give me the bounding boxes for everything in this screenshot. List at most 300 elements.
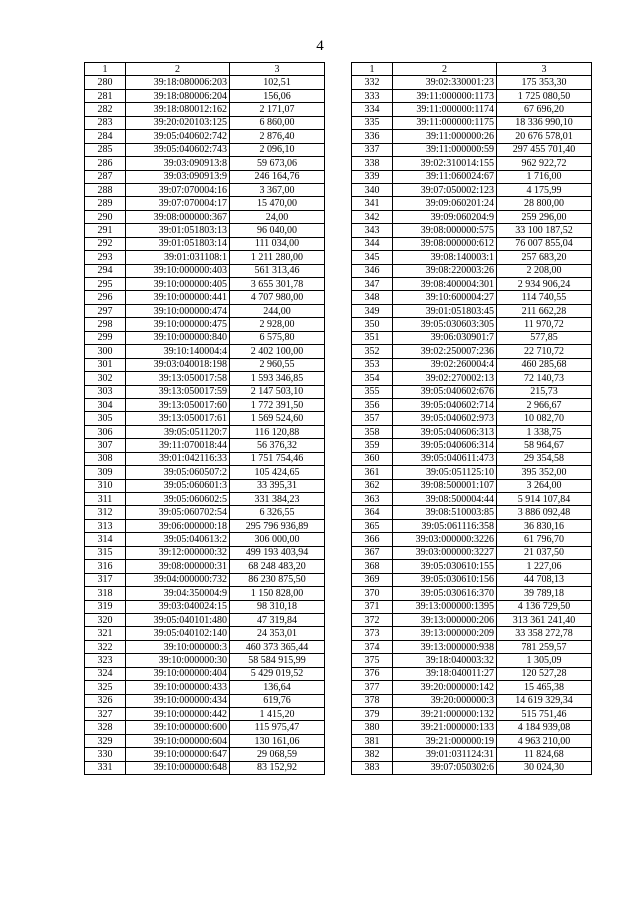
table-row <box>352 493 592 506</box>
value: 211 662,28 <box>497 304 592 317</box>
table-row <box>352 667 592 680</box>
cadastral-number: 39:13:000000:206 <box>393 613 497 626</box>
cadastral-number: 39:11:000000:59 <box>393 143 497 156</box>
value: 1 305,09 <box>497 654 592 667</box>
table-row <box>85 708 325 721</box>
row-number: 347 <box>352 278 393 291</box>
row-number: 362 <box>352 479 393 492</box>
table-row <box>85 519 325 532</box>
row-number: 312 <box>85 506 126 519</box>
table-row <box>85 560 325 573</box>
row-number: 350 <box>352 318 393 331</box>
value: 20 676 578,01 <box>497 130 592 143</box>
value: 4 184 939,08 <box>497 721 592 734</box>
table-row <box>352 143 592 156</box>
table-row <box>352 358 592 371</box>
value: 67 696,20 <box>497 103 592 116</box>
value: 2 966,67 <box>497 398 592 411</box>
value: 1 569 524,60 <box>230 412 325 425</box>
cadastral-number: 39:05:060602:5 <box>126 493 230 506</box>
table-row <box>352 224 592 237</box>
row-number: 360 <box>352 452 393 465</box>
value: 15 470,00 <box>230 197 325 210</box>
cadastral-number: 39:05:060601:3 <box>126 479 230 492</box>
cadastral-number: 39:02:250007:236 <box>393 345 497 358</box>
row-number: 348 <box>352 291 393 304</box>
table-row <box>85 143 325 156</box>
cadastral-number: 39:08:000000:612 <box>393 237 497 250</box>
table-row <box>85 103 325 116</box>
value: 215,73 <box>497 385 592 398</box>
table-row <box>352 466 592 479</box>
row-number: 366 <box>352 533 393 546</box>
table-row <box>85 76 325 89</box>
cadastral-number: 39:05:040611:473 <box>393 452 497 465</box>
row-number: 363 <box>352 493 393 506</box>
table-row <box>85 694 325 707</box>
row-number: 285 <box>85 143 126 156</box>
value: 2 876,40 <box>230 130 325 143</box>
row-number: 378 <box>352 694 393 707</box>
cadastral-number: 39:03:040018:198 <box>126 358 230 371</box>
row-number: 380 <box>352 721 393 734</box>
value: 96 040,00 <box>230 224 325 237</box>
value: 2 960,55 <box>230 358 325 371</box>
row-number: 359 <box>352 439 393 452</box>
table-row <box>85 197 325 210</box>
value: 1 415,20 <box>230 708 325 721</box>
row-number: 383 <box>352 761 393 774</box>
cadastral-number: 39:10:000000:3 <box>126 640 230 653</box>
row-number: 303 <box>85 385 126 398</box>
table-row <box>352 748 592 761</box>
cadastral-number: 39:05:040606:313 <box>393 425 497 438</box>
cadastral-number: 39:08:220003:26 <box>393 264 497 277</box>
value: 515 751,46 <box>497 708 592 721</box>
row-number: 301 <box>85 358 126 371</box>
cadastral-number: 39:11:070018:44 <box>126 439 230 452</box>
cadastral-number: 39:10:000000:403 <box>126 264 230 277</box>
row-number: 329 <box>85 734 126 747</box>
table-row <box>85 304 325 317</box>
table-row <box>85 681 325 694</box>
cadastral-number: 39:18:080006:204 <box>126 89 230 102</box>
value: 47 319,84 <box>230 613 325 626</box>
value: 28 800,00 <box>497 197 592 210</box>
row-number: 358 <box>352 425 393 438</box>
value: 2 402 100,00 <box>230 345 325 358</box>
value: 116 120,88 <box>230 425 325 438</box>
value: 1 751 754,46 <box>230 452 325 465</box>
value: 56 376,32 <box>230 439 325 452</box>
cadastral-number: 39:05:040602:714 <box>393 398 497 411</box>
table-row <box>352 600 592 613</box>
value: 4 963 210,00 <box>497 734 592 747</box>
cadastral-number: 39:07:050002:123 <box>393 183 497 196</box>
value: 130 161,06 <box>230 734 325 747</box>
cadastral-number: 39:20:000000:3 <box>393 694 497 707</box>
table-row <box>352 506 592 519</box>
row-number: 323 <box>85 654 126 667</box>
value: 83 152,92 <box>230 761 325 774</box>
table-row <box>85 224 325 237</box>
value: 2 171,07 <box>230 103 325 116</box>
cadastral-number: 39:02:260004:4 <box>393 358 497 371</box>
value: 44 708,13 <box>497 573 592 586</box>
table-row <box>85 251 325 264</box>
cadastral-number: 39:13:050017:59 <box>126 385 230 398</box>
cadastral-number: 39:05:051125:10 <box>393 466 497 479</box>
cadastral-number: 39:10:000000:648 <box>126 761 230 774</box>
value: 15 465,38 <box>497 681 592 694</box>
cadastral-number: 39:11:060024:67 <box>393 170 497 183</box>
table-row <box>85 533 325 546</box>
row-number: 370 <box>352 587 393 600</box>
row-number: 372 <box>352 613 393 626</box>
cadastral-number: 39:13:000000:209 <box>393 627 497 640</box>
cadastral-number: 39:05:061116:358 <box>393 519 497 532</box>
value: 1 211 280,00 <box>230 251 325 264</box>
cadastral-number: 39:10:000000:647 <box>126 748 230 761</box>
row-number: 333 <box>352 89 393 102</box>
table-row <box>85 385 325 398</box>
row-number: 335 <box>352 116 393 129</box>
row-number: 322 <box>85 640 126 653</box>
value: 781 259,57 <box>497 640 592 653</box>
row-number: 339 <box>352 170 393 183</box>
table-row <box>352 291 592 304</box>
cadastral-number: 39:10:000000:474 <box>126 304 230 317</box>
cadastral-number: 39:03:000000:3227 <box>393 546 497 559</box>
table-row <box>352 681 592 694</box>
value: 313 361 241,40 <box>497 613 592 626</box>
cadastral-number: 39:08:510003:85 <box>393 506 497 519</box>
table-row <box>85 546 325 559</box>
cadastral-number: 39:21:000000:132 <box>393 708 497 721</box>
cadastral-number: 39:06:000000:18 <box>126 519 230 532</box>
cadastral-number: 39:08:140003:1 <box>393 251 497 264</box>
table-row <box>85 452 325 465</box>
row-number: 315 <box>85 546 126 559</box>
cadastral-number: 39:18:080006:203 <box>126 76 230 89</box>
cadastral-number: 39:08:000000:31 <box>126 560 230 573</box>
value: 1 725 080,50 <box>497 89 592 102</box>
row-number: 283 <box>85 116 126 129</box>
cadastral-number: 39:03:000000:3226 <box>393 533 497 546</box>
cadastral-number: 39:05:040613:2 <box>126 533 230 546</box>
value: 395 352,00 <box>497 466 592 479</box>
table-row <box>85 264 325 277</box>
cadastral-number: 39:05:030610:156 <box>393 573 497 586</box>
table-row <box>352 278 592 291</box>
value: 102,51 <box>230 76 325 89</box>
header-col-2: 2 <box>393 63 497 76</box>
header-col-2: 2 <box>126 63 230 76</box>
table-row <box>85 613 325 626</box>
value: 1 772 391,50 <box>230 398 325 411</box>
cadastral-number: 39:08:500001:107 <box>393 479 497 492</box>
table-row <box>85 358 325 371</box>
cadastral-number: 39:05:060507:2 <box>126 466 230 479</box>
table-row <box>85 761 325 774</box>
table-row <box>352 479 592 492</box>
row-number: 314 <box>85 533 126 546</box>
value: 460 373 365,44 <box>230 640 325 653</box>
row-number: 295 <box>85 278 126 291</box>
table-row <box>85 237 325 250</box>
cadastral-number: 39:05:030603:305 <box>393 318 497 331</box>
table-row <box>352 708 592 721</box>
row-number: 355 <box>352 385 393 398</box>
cadastral-number: 39:01:051803:45 <box>393 304 497 317</box>
row-number: 327 <box>85 708 126 721</box>
cadastral-number: 39:07:070004:16 <box>126 183 230 196</box>
cadastral-number: 39:05:060702:54 <box>126 506 230 519</box>
cadastral-number: 39:05:040606:314 <box>393 439 497 452</box>
row-number: 318 <box>85 587 126 600</box>
cadastral-number: 39:08:400004:301 <box>393 278 497 291</box>
row-number: 294 <box>85 264 126 277</box>
cadastral-number: 39:08:000000:367 <box>126 210 230 223</box>
cadastral-number: 39:21:000000:19 <box>393 734 497 747</box>
table-row <box>352 345 592 358</box>
table-row <box>85 654 325 667</box>
header-row <box>352 63 592 76</box>
table-row <box>352 237 592 250</box>
table-row <box>352 761 592 774</box>
row-number: 281 <box>85 89 126 102</box>
value: 111 034,00 <box>230 237 325 250</box>
table-row <box>85 627 325 640</box>
cadastral-number: 39:05:030610:155 <box>393 560 497 573</box>
value: 1 593 346,85 <box>230 372 325 385</box>
table-row <box>352 116 592 129</box>
table-row <box>85 331 325 344</box>
cadastral-number: 39:05:040602:676 <box>393 385 497 398</box>
table-row <box>85 587 325 600</box>
cadastral-number: 39:05:040602:742 <box>126 130 230 143</box>
table-row <box>352 519 592 532</box>
cadastral-number: 39:10:000000:442 <box>126 708 230 721</box>
value: 10 082,70 <box>497 412 592 425</box>
table-row <box>85 116 325 129</box>
value: 2 096,10 <box>230 143 325 156</box>
cadastral-number: 39:11:000000:26 <box>393 130 497 143</box>
registry-table-left <box>84 62 325 775</box>
table-row <box>352 264 592 277</box>
value: 1 338,75 <box>497 425 592 438</box>
cadastral-number: 39:20:020103:125 <box>126 116 230 129</box>
table-row <box>352 654 592 667</box>
value: 2 208,00 <box>497 264 592 277</box>
row-number: 338 <box>352 157 393 170</box>
table-row <box>85 372 325 385</box>
cadastral-number: 39:03:090913:9 <box>126 170 230 183</box>
cadastral-number: 39:02:330001:23 <box>393 76 497 89</box>
table-row <box>352 372 592 385</box>
row-number: 351 <box>352 331 393 344</box>
row-number: 320 <box>85 613 126 626</box>
table-row <box>352 210 592 223</box>
table-row <box>85 493 325 506</box>
row-number: 371 <box>352 600 393 613</box>
value: 306 000,00 <box>230 533 325 546</box>
row-number: 288 <box>85 183 126 196</box>
value: 1 716,00 <box>497 170 592 183</box>
header-col-3: 3 <box>230 63 325 76</box>
row-number: 346 <box>352 264 393 277</box>
value: 18 336 990,10 <box>497 116 592 129</box>
cadastral-number: 39:13:050017:58 <box>126 372 230 385</box>
row-number: 289 <box>85 197 126 210</box>
table-row <box>352 546 592 559</box>
value: 259 296,00 <box>497 210 592 223</box>
cadastral-number: 39:18:040003:32 <box>393 654 497 667</box>
table-row <box>352 425 592 438</box>
cadastral-number: 39:03:040024:15 <box>126 600 230 613</box>
table-row <box>352 385 592 398</box>
value: 11 824,68 <box>497 748 592 761</box>
value: 120 527,28 <box>497 667 592 680</box>
table-row <box>85 210 325 223</box>
cadastral-number: 39:01:031108:1 <box>126 251 230 264</box>
table-row <box>352 533 592 546</box>
value: 331 384,23 <box>230 493 325 506</box>
cadastral-number: 39:10:600004:27 <box>393 291 497 304</box>
row-number: 317 <box>85 573 126 586</box>
table-row <box>85 506 325 519</box>
table-row <box>85 398 325 411</box>
header-col-1: 1 <box>352 63 393 76</box>
value: 24,00 <box>230 210 325 223</box>
value: 962 922,72 <box>497 157 592 170</box>
value: 295 796 936,89 <box>230 519 325 532</box>
row-number: 330 <box>85 748 126 761</box>
value: 3 655 301,78 <box>230 278 325 291</box>
row-number: 308 <box>85 452 126 465</box>
header-col-1: 1 <box>85 63 126 76</box>
value: 11 970,72 <box>497 318 592 331</box>
row-number: 287 <box>85 170 126 183</box>
row-number: 373 <box>352 627 393 640</box>
row-number: 307 <box>85 439 126 452</box>
cadastral-number: 39:11:000000:1174 <box>393 103 497 116</box>
cadastral-number: 39:09:060201:24 <box>393 197 497 210</box>
row-number: 349 <box>352 304 393 317</box>
value: 86 230 875,50 <box>230 573 325 586</box>
table-row <box>85 318 325 331</box>
row-number: 290 <box>85 210 126 223</box>
table-row <box>85 466 325 479</box>
cadastral-number: 39:11:000000:1173 <box>393 89 497 102</box>
row-number: 324 <box>85 667 126 680</box>
table-row <box>352 412 592 425</box>
row-number: 298 <box>85 318 126 331</box>
row-number: 309 <box>85 466 126 479</box>
row-number: 376 <box>352 667 393 680</box>
row-number: 337 <box>352 143 393 156</box>
cadastral-number: 39:05:040102:140 <box>126 627 230 640</box>
row-number: 369 <box>352 573 393 586</box>
value: 33 100 187,52 <box>497 224 592 237</box>
row-number: 379 <box>352 708 393 721</box>
value: 39 789,18 <box>497 587 592 600</box>
value: 115 975,47 <box>230 721 325 734</box>
table-row <box>85 600 325 613</box>
value: 6 860,00 <box>230 116 325 129</box>
value: 68 248 483,20 <box>230 560 325 573</box>
cadastral-number: 39:01:042116:33 <box>126 452 230 465</box>
row-number: 296 <box>85 291 126 304</box>
cadastral-number: 39:05:040602:743 <box>126 143 230 156</box>
value: 29 068,59 <box>230 748 325 761</box>
row-number: 340 <box>352 183 393 196</box>
table-row <box>352 398 592 411</box>
cadastral-number: 39:08:500004:44 <box>393 493 497 506</box>
row-number: 365 <box>352 519 393 532</box>
registry-table-right <box>351 62 592 775</box>
cadastral-number: 39:01:031124:31 <box>393 748 497 761</box>
row-number: 284 <box>85 130 126 143</box>
cadastral-number: 39:10:000000:405 <box>126 278 230 291</box>
row-number: 313 <box>85 519 126 532</box>
cadastral-number: 39:10:000000:441 <box>126 291 230 304</box>
cadastral-number: 39:05:030616:370 <box>393 587 497 600</box>
cadastral-number: 39:05:040602:973 <box>393 412 497 425</box>
row-number: 310 <box>85 479 126 492</box>
table-row <box>352 627 592 640</box>
row-number: 316 <box>85 560 126 573</box>
cadastral-number: 39:10:140004:4 <box>126 345 230 358</box>
page-number: 4 <box>316 38 324 54</box>
row-number: 367 <box>352 546 393 559</box>
table-row <box>352 587 592 600</box>
cadastral-number: 39:10:000000:30 <box>126 654 230 667</box>
row-number: 357 <box>352 412 393 425</box>
table-row <box>352 694 592 707</box>
table-row <box>352 452 592 465</box>
value: 105 424,65 <box>230 466 325 479</box>
table-row <box>352 573 592 586</box>
row-number: 342 <box>352 210 393 223</box>
row-number: 319 <box>85 600 126 613</box>
row-number: 374 <box>352 640 393 653</box>
value: 72 140,73 <box>497 372 592 385</box>
cadastral-number: 39:10:000000:600 <box>126 721 230 734</box>
row-number: 328 <box>85 721 126 734</box>
table-row <box>85 89 325 102</box>
row-number: 326 <box>85 694 126 707</box>
cadastral-number: 39:20:000000:142 <box>393 681 497 694</box>
value: 4 707 980,00 <box>230 291 325 304</box>
table-row <box>85 291 325 304</box>
value: 2 147 503,10 <box>230 385 325 398</box>
row-number: 300 <box>85 345 126 358</box>
cadastral-number: 39:03:090913:8 <box>126 157 230 170</box>
table-row <box>352 331 592 344</box>
value: 76 007 855,04 <box>497 237 592 250</box>
value: 61 796,70 <box>497 533 592 546</box>
value: 58 964,67 <box>497 439 592 452</box>
row-number: 375 <box>352 654 393 667</box>
value: 58 584 915,99 <box>230 654 325 667</box>
table-row <box>352 170 592 183</box>
cadastral-number: 39:10:000000:475 <box>126 318 230 331</box>
table-row <box>85 345 325 358</box>
cadastral-number: 39:10:000000:404 <box>126 667 230 680</box>
cadastral-number: 39:01:051803:14 <box>126 237 230 250</box>
table-row <box>85 667 325 680</box>
